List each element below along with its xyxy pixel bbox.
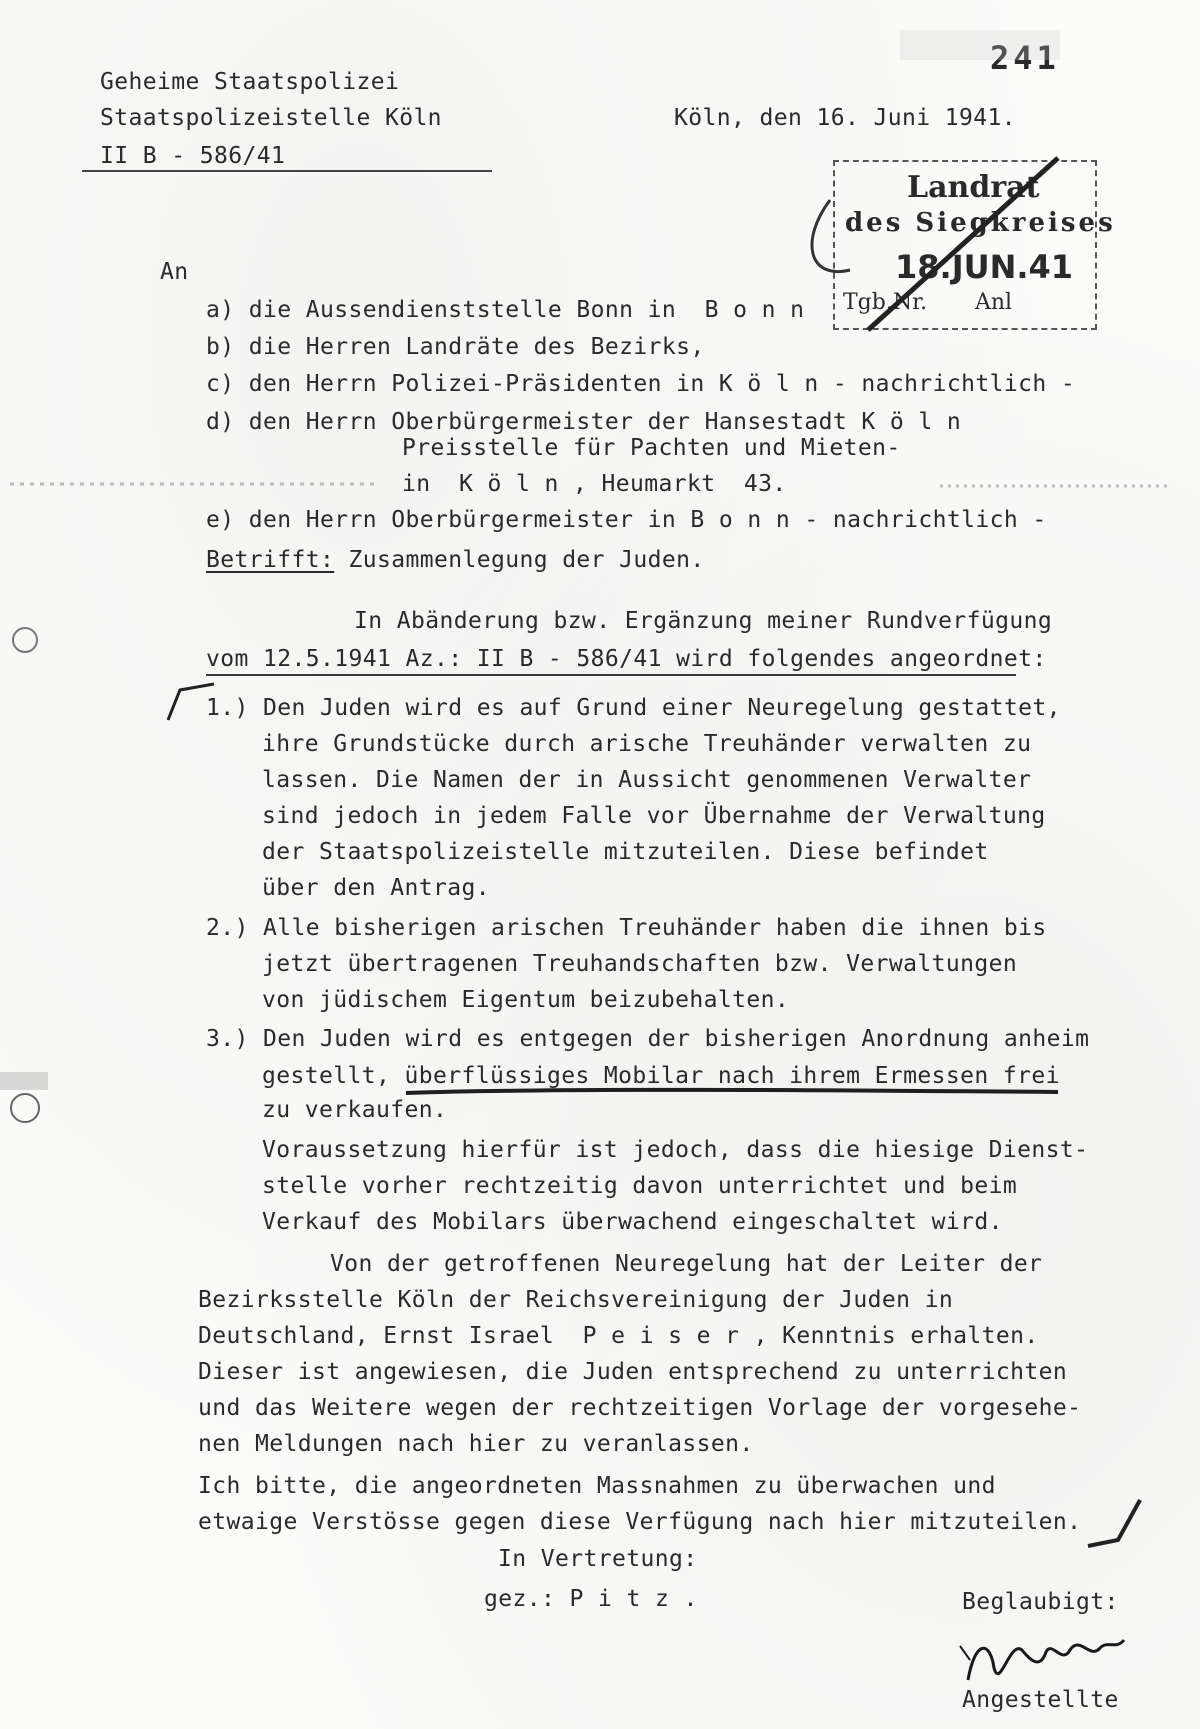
punch-hole-bottom [11, 1094, 39, 1122]
stamp-line2: des Siegkreises [845, 208, 1116, 238]
recipient-e: e) den Herrn Oberbürgermeister in B o n n - nachrichtlich - [206, 507, 1047, 533]
item3-line5: stelle vorher rechtzeitig davon unterrichtet und beim [262, 1173, 1018, 1199]
para2-line2: Bezirksstelle Köln der Reichsvereinigung der Juden in [198, 1287, 954, 1313]
item1-line5: der Staatspolizeistelle mitzuteilen. Diese befindet [262, 839, 989, 865]
file-reference: II B - 586/41 [100, 143, 286, 169]
subject-line [206, 546, 705, 574]
stamp-date: 18.JUN.41 [895, 248, 1074, 286]
subject-label: Betrifft: [206, 547, 335, 573]
recipient-c: c) den Herrn Polizei-Präsidenten in K ö l n - nachrichtlich - [206, 371, 1076, 397]
intro-underline [206, 674, 1016, 676]
stamp-anl: Anl [975, 290, 1013, 315]
in-representation: In Vertretung: [498, 1546, 698, 1572]
scan-smudge-left [0, 1072, 48, 1090]
item1-line4: sind jedoch in jedem Falle vor Übernahme der Verwaltung [262, 803, 1046, 829]
para2-line4: Dieser ist angewiesen, die Juden entsprechend zu unterrichten [198, 1359, 1068, 1385]
recipient-b: b) die Herren Landräte des Bezirks, [206, 334, 705, 360]
para2-line1: Von der getroffenen Neuregelung hat der Leiter der [330, 1251, 1043, 1277]
signature-scribble [968, 1640, 1124, 1680]
receipt-stamp [833, 160, 1116, 330]
item3-line2: gestellt, überflüssiges Mobilar nach ihrem Ermessen frei [262, 1063, 1060, 1089]
authority-line2: Staatspolizeistelle Köln [100, 105, 442, 131]
place-date: Köln, den 16. Juni 1941. [674, 105, 1016, 131]
item2-line2: jetzt übertragenen Treuhandschaften bzw. Verwaltungen [262, 951, 1018, 977]
item2-line3: von jüdischem Eigentum beizubehalten. [262, 987, 790, 1013]
item3-line1: 3.) Den Juden wird es entgegen der bisherigen Anordnung anheim [206, 1026, 1090, 1052]
stamp-tgb: Tgb.Nr. [843, 290, 928, 315]
item1-line6: über den Antrag. [262, 875, 490, 901]
employee-label: Angestellte [962, 1687, 1119, 1713]
punch-hole-top [13, 628, 37, 652]
intro-line1: In Abänderung bzw. Ergänzung meiner Rundverfügung [354, 608, 1053, 634]
signature-tick [960, 1646, 970, 1660]
recipient-a: a) die Aussendienststelle Bonn in B o n n [206, 297, 805, 323]
recipient-d-line2: Preisstelle für Pachten und Mieten- [402, 435, 901, 461]
item3-line4: Voraussetzung hierfür ist jedoch, dass die hiesige Dienst- [262, 1137, 1089, 1163]
para2-line3: Deutschland, Ernst Israel P e i s e r , Kenntnis erhalten. [198, 1323, 1039, 1349]
intro-line2: vom 12.5.1941 Az.: II B - 586/41 wird folgendes angeordnet: [206, 646, 1047, 672]
signed-pitz: gez.: P i t z . [484, 1586, 698, 1612]
closing-bracket-mark [1088, 1500, 1140, 1546]
recipient-d-line1: d) den Herrn Oberbürgermeister der Hansestadt K ö l n [206, 409, 962, 435]
item2-line1: 2.) Alle bisherigen arischen Treuhänder haben die ihnen bis [206, 915, 1047, 941]
subject-text: Zusammenlegung der Juden. [334, 547, 705, 573]
item1-line1: 1.) Den Juden wird es auf Grund einer Neuregelung gestattet, [206, 695, 1061, 721]
item3-line3: zu verkaufen. [262, 1097, 448, 1123]
header-rule [82, 170, 492, 172]
item3-underline [406, 1090, 1058, 1093]
item1-line2: ihre Grundstücke durch arische Treuhänder verwalten zu [262, 731, 1032, 757]
para2-line7: Ich bitte, die angeordneten Massnahmen zu überwachen und [198, 1473, 996, 1499]
para2-line8: etwaige Verstösse gegen diese Verfügung nach hier mitzuteilen. [198, 1509, 1082, 1535]
recipient-d-line3: in K ö l n , Heumarkt 43. [402, 471, 787, 497]
salutation: An [160, 259, 189, 285]
para2-line5: und das Weitere wegen der rechtzeitigen Vorlage der vorgesehe- [198, 1395, 1082, 1421]
para2-line6: nen Meldungen nach hier zu veranlassen. [198, 1431, 754, 1457]
authority-line1: Geheime Staatspolizei [100, 69, 400, 95]
item3-line6: Verkauf des Mobilars überwachend eingeschaltet wird. [262, 1209, 1003, 1235]
page-number: 241 [990, 39, 1060, 77]
stamp-line1: Landrat [907, 170, 1040, 205]
item1-line3: lassen. Die Namen der in Aussicht genommenen Verwalter [262, 767, 1032, 793]
certified-label: Beglaubigt: [962, 1589, 1119, 1615]
